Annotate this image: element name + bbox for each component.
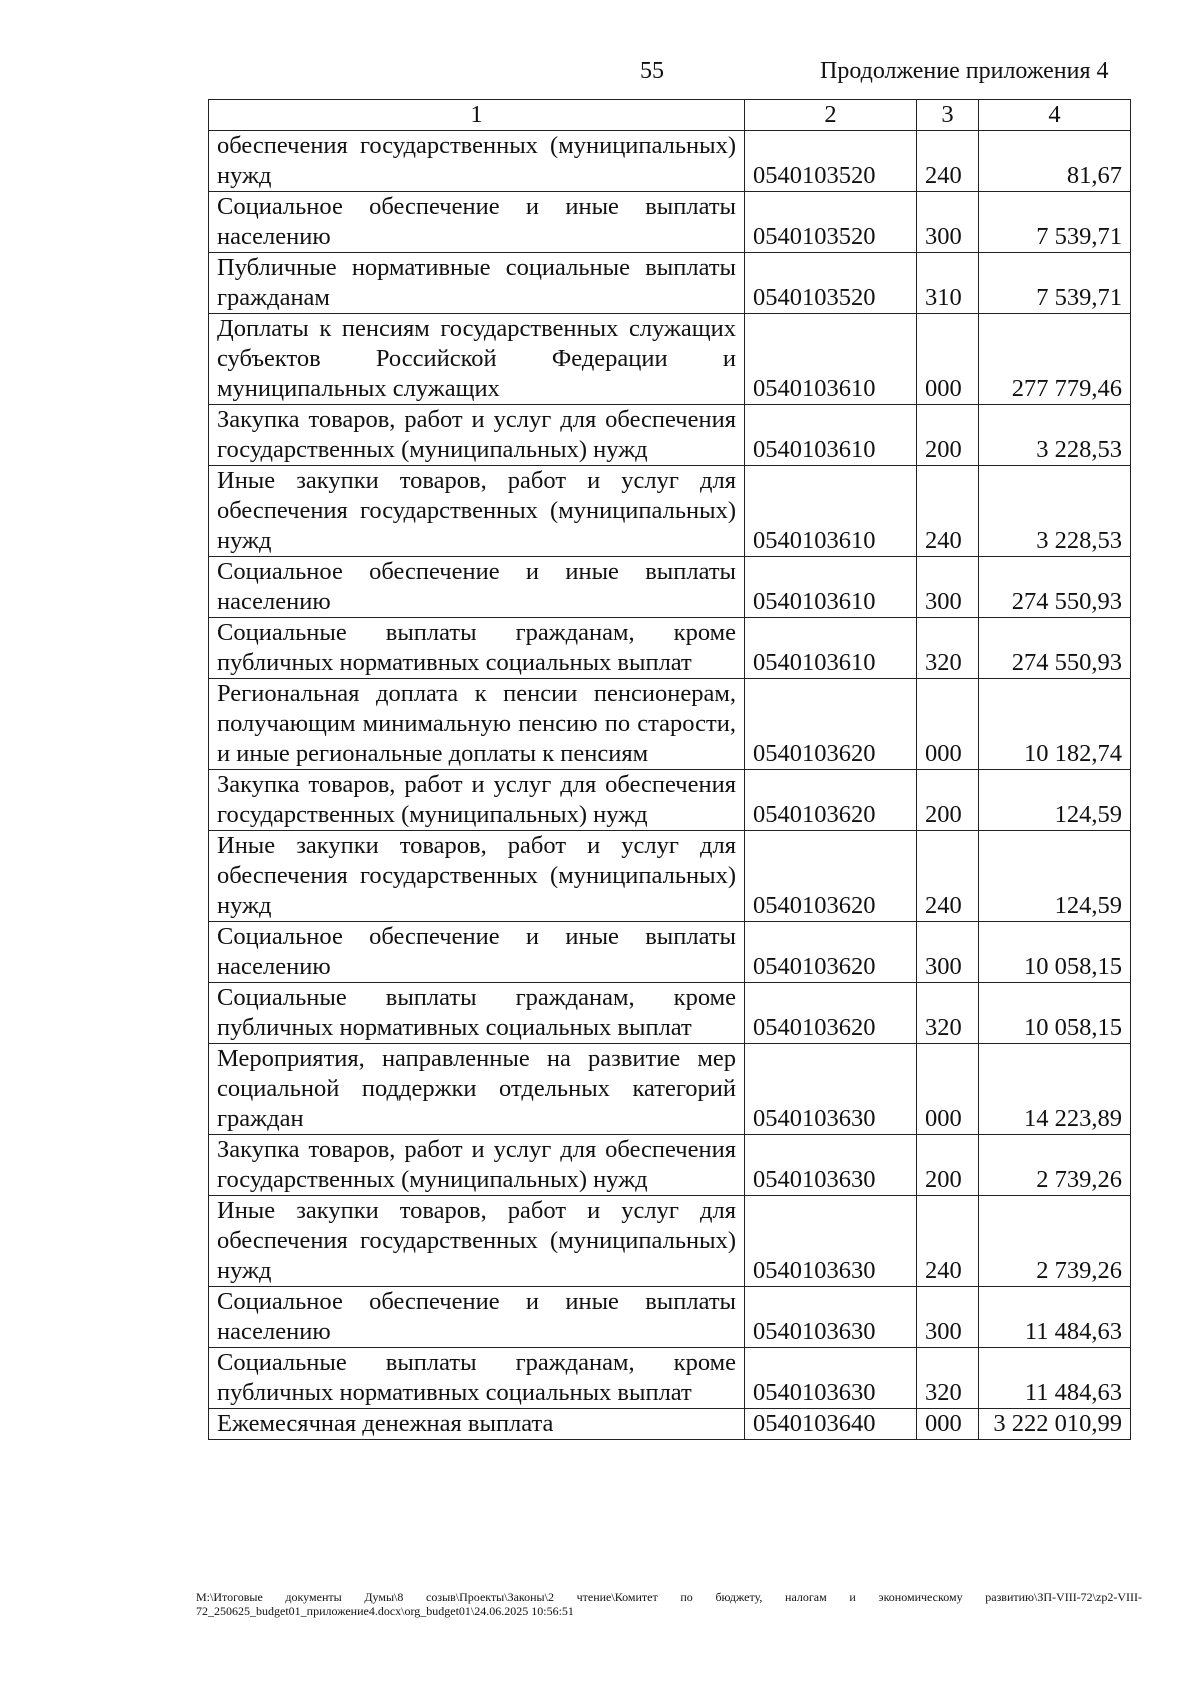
amount-cell: 124,59 [979,770,1131,831]
expense-type-cell: 300 [917,1287,979,1348]
table-row [209,131,1131,192]
amount-cell: 7 539,71 [979,253,1131,314]
expense-type-cell: 000 [917,1044,979,1135]
description-cell: Социальное обеспечение и иные выплаты населению [209,192,745,253]
code-cell: 0540103630 [745,1287,917,1348]
amount-cell: 3 228,53 [979,405,1131,466]
table-row [209,983,1131,1044]
code-cell: 0540103610 [745,557,917,618]
description-cell: Социальные выплаты гражданам, кроме публичных нормативных социальных выплат [209,618,745,679]
code-cell: 0540103630 [745,1196,917,1287]
budget-table [208,99,1131,1440]
table-row [209,1348,1131,1409]
amount-cell: 10 058,15 [979,983,1131,1044]
amount-cell: 10 058,15 [979,922,1131,983]
table-row [209,1409,1131,1440]
amount-cell: 3 222 010,99 [979,1409,1131,1440]
amount-cell: 274 550,93 [979,557,1131,618]
continuation-title: Продолжение приложения 4 [820,58,1109,84]
table-row [209,831,1131,922]
expense-type-cell: 240 [917,831,979,922]
expense-type-cell: 300 [917,557,979,618]
amount-cell: 274 550,93 [979,618,1131,679]
code-cell: 0540103620 [745,679,917,770]
table-body [209,131,1131,1440]
page-number: 55 [640,58,664,84]
description-cell: Социальное обеспечение и иные выплаты населению [209,557,745,618]
code-cell: 0540103520 [745,192,917,253]
code-cell: 0540103620 [745,983,917,1044]
expense-type-cell: 300 [917,922,979,983]
description-cell: Иные закупки товаров, работ и услуг для обеспечения государственных (муниципальных) нужд [209,831,745,922]
expense-type-cell: 000 [917,679,979,770]
column-header-3: 3 [917,100,979,131]
description-cell: Социальное обеспечение и иные выплаты населению [209,1287,745,1348]
code-cell: 0540103520 [745,253,917,314]
amount-cell: 11 484,63 [979,1287,1131,1348]
description-cell: Доплаты к пенсиям государственных служащих субъектов Российской Федерации и муниципальных служащих [209,314,745,405]
description-cell: Социальные выплаты гражданам, кроме публичных нормативных социальных выплат [209,1348,745,1409]
table-row [209,405,1131,466]
code-cell: 0540103610 [745,618,917,679]
expense-type-cell: 240 [917,1196,979,1287]
amount-cell: 2 739,26 [979,1196,1131,1287]
table-row [209,466,1131,557]
code-cell: 0540103520 [745,131,917,192]
expense-type-cell: 200 [917,1135,979,1196]
expense-type-cell: 320 [917,618,979,679]
amount-cell: 14 223,89 [979,1044,1131,1135]
table-row [209,770,1131,831]
amount-cell: 11 484,63 [979,1348,1131,1409]
description-cell: Закупка товаров, работ и услуг для обеспечения государственных (муниципальных) нужд [209,405,745,466]
expense-type-cell: 300 [917,192,979,253]
description-cell: Региональная доплата к пенсии пенсионерам, получающим минимальную пенсию по старости, и иные региональные доплаты к пенсиям [209,679,745,770]
code-cell: 0540103620 [745,770,917,831]
description-cell: Закупка товаров, работ и услуг для обеспечения государственных (муниципальных) нужд [209,1135,745,1196]
description-cell: Социальные выплаты гражданам, кроме публичных нормативных социальных выплат [209,983,745,1044]
expense-type-cell: 200 [917,770,979,831]
amount-cell: 124,59 [979,831,1131,922]
description-cell: Публичные нормативные социальные выплаты гражданам [209,253,745,314]
amount-cell: 7 539,71 [979,192,1131,253]
table-row [209,618,1131,679]
table-row [209,1287,1131,1348]
code-cell: 0540103610 [745,466,917,557]
amount-cell: 2 739,26 [979,1135,1131,1196]
expense-type-cell: 240 [917,131,979,192]
code-cell: 0540103630 [745,1044,917,1135]
table-row [209,192,1131,253]
table-row [209,1196,1131,1287]
code-cell: 0540103610 [745,314,917,405]
table-row [209,1135,1131,1196]
amount-cell: 3 228,53 [979,466,1131,557]
table-row [209,679,1131,770]
description-cell: Иные закупки товаров, работ и услуг для обеспечения государственных (муниципальных) нужд [209,466,745,557]
expense-type-cell: 320 [917,983,979,1044]
column-header-2: 2 [745,100,917,131]
table-row [209,314,1131,405]
table-row [209,253,1131,314]
column-header-4: 4 [979,100,1131,131]
expense-type-cell: 310 [917,253,979,314]
description-cell: Иные закупки товаров, работ и услуг для обеспечения государственных (муниципальных) нужд [209,1196,745,1287]
description-cell: Социальное обеспечение и иные выплаты населению [209,922,745,983]
table-row [209,557,1131,618]
code-cell: 0540103630 [745,1348,917,1409]
table-row [209,1044,1131,1135]
code-cell: 0540103640 [745,1409,917,1440]
description-cell: Закупка товаров, работ и услуг для обеспечения государственных (муниципальных) нужд [209,770,745,831]
expense-type-cell: 320 [917,1348,979,1409]
amount-cell: 10 182,74 [979,679,1131,770]
expense-type-cell: 200 [917,405,979,466]
column-header-1: 1 [209,100,745,131]
description-cell: Мероприятия, направленные на развитие мер социальной поддержки отдельных категорий граждан [209,1044,745,1135]
expense-type-cell: 240 [917,466,979,557]
code-cell: 0540103630 [745,1135,917,1196]
expense-type-cell: 000 [917,1409,979,1440]
description-cell: Ежемесячная денежная выплата [209,1409,745,1440]
code-cell: 0540103620 [745,922,917,983]
footer-file-path: M:\Итоговые документы Думы\8 созыв\Проекты\Законы\2 чтение\Комитет по бюджету, налогам и экономическому развитию\ЗП-VIII-72\zp2-VIII-72_250625_budget01_приложение4.docx\org_budget01\24.06.2025 10:56:51 [196,1590,1142,1618]
table-row [209,922,1131,983]
amount-cell: 277 779,46 [979,314,1131,405]
expense-type-cell: 000 [917,314,979,405]
column-number-row [209,100,1131,131]
description-cell: обеспечения государственных (муниципальных) нужд [209,131,745,192]
amount-cell: 81,67 [979,131,1131,192]
code-cell: 0540103610 [745,405,917,466]
code-cell: 0540103620 [745,831,917,922]
